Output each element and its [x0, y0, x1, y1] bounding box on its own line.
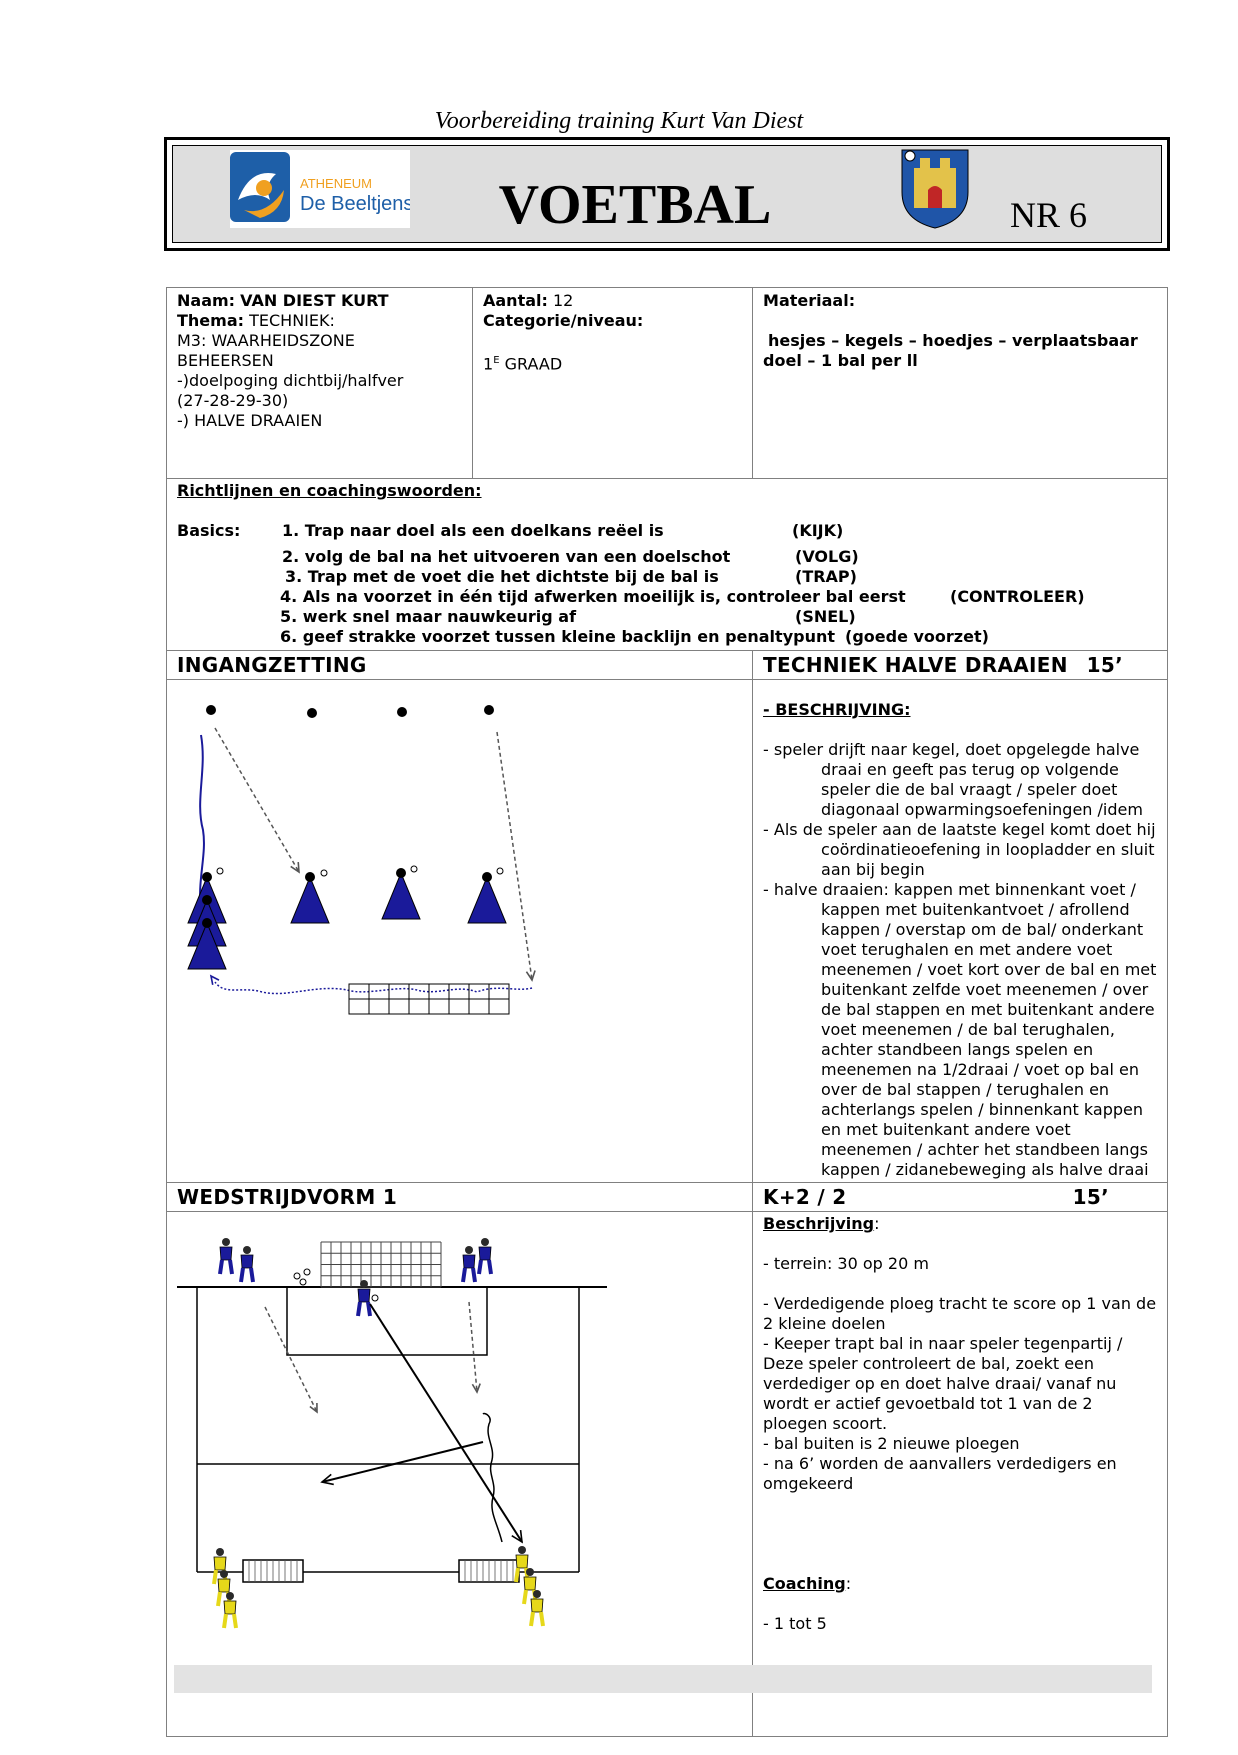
cone-top-icon — [202, 895, 212, 905]
small-goal-icon — [459, 1560, 519, 1582]
pass-arrow-icon — [322, 1442, 483, 1482]
city-crest-logo — [898, 146, 972, 230]
guidelines-row — [167, 479, 1168, 651]
document-heading: Voorbereiding training Kurt Van Diest — [434, 108, 804, 134]
section1-header-row — [167, 651, 1168, 680]
section2-left-header: WEDSTRIJDVORM 1 — [167, 1183, 753, 1212]
svg-text:De Beeltjens: De Beeltjens — [300, 193, 410, 215]
ball-icon — [294, 1273, 300, 1279]
player-legs-icon — [531, 1612, 543, 1626]
section2-description-cell: Beschrijving: - terrein: 30 op 20 m - Verdedigende ploeg tracht te score op 1 van de 2 kleine doelen - Keeper trapt bal in naar speler tegenpartij / Deze speler controleert de bal, zoekt een verdediger op en doet halve draai/ vanaf nu wordt er actief gevoetbald tot 1 van de 2 ploegen scoort. - bal buiten is 2 nieuwe ploegen - na 6’ worden de aanvallers verdedigers en omgekeerd Coaching: - 1 tot 5 — [753, 1212, 1168, 1737]
section2-diagram-cell — [167, 1212, 753, 1737]
cone-top-icon — [482, 872, 492, 882]
player-head-icon — [526, 1568, 534, 1576]
player-head-icon — [220, 1570, 228, 1578]
match-form-diagram — [167, 1212, 617, 1732]
arrow-head-icon — [512, 1530, 522, 1542]
description-line: - bal buiten is 2 nieuwe ploegen — [763, 1434, 1020, 1453]
basics-item: 3. Trap met de voet die het dichtste bij de bal is (TRAP) — [285, 567, 857, 586]
ball-icon — [217, 868, 223, 874]
player-body-icon — [224, 1601, 236, 1614]
description-line: - Keeper trapt bal in naar speler tegenpartij / Deze speler controleert de bal, zoekt een verdediger op en doet halve draai/ vanaf nu wordt er actief gevoetbald tot 1 van de 2 ploegen scoort. — [763, 1334, 1123, 1433]
ball-icon — [411, 866, 417, 872]
player-legs-icon — [463, 1268, 475, 1282]
cone-top-icon — [305, 872, 315, 882]
pass-arrow-icon — [497, 732, 532, 980]
warmup-drill-diagram — [167, 680, 617, 1122]
ball-icon — [497, 868, 503, 874]
player-body-icon — [220, 1247, 232, 1260]
kick-arrow-icon — [370, 1304, 522, 1542]
basics-item: 2. volg de bal na het uitvoeren van een doelschot (VOLG) — [282, 547, 859, 566]
big-goal-icon — [321, 1242, 441, 1287]
ball-icon — [300, 1279, 306, 1285]
player-head-icon — [243, 1246, 251, 1254]
player-head-icon — [533, 1590, 541, 1598]
player-body-icon — [214, 1557, 226, 1570]
pass-arrow-icon — [215, 728, 299, 872]
ball-icon — [304, 1269, 310, 1275]
cone-top-icon — [202, 918, 212, 928]
description-paragraph: - Als de speler aan de laatste kegel komt doet hij coördinatieoefening in loopladder en sluit aan bij begin — [763, 820, 1156, 879]
pass-arrow-icon — [469, 1302, 477, 1392]
start-marker-icon — [397, 707, 407, 717]
player-legs-icon — [241, 1268, 253, 1282]
section2-right-header: K+2 / 2 15’ — [753, 1183, 1168, 1212]
section1-right-header: TECHNIEK HALVE DRAAIEN 15’ — [753, 651, 1168, 680]
cone-icon — [382, 873, 420, 919]
section2-body-row — [167, 1212, 1168, 1737]
small-goal-icon — [243, 1560, 303, 1582]
section1-left-header: INGANGZETTING — [167, 651, 753, 680]
player-head-icon — [222, 1238, 230, 1246]
basics-item: 5. werk snel maar nauwkeurig af (SNEL) — [280, 607, 856, 626]
dribble-path-icon — [483, 1414, 502, 1542]
section1-diagram-cell — [167, 680, 753, 1183]
pass-arrow-icon — [265, 1307, 317, 1412]
description-line: - terrein: 30 op 20 m — [763, 1254, 929, 1273]
player-body-icon — [524, 1577, 536, 1590]
cone-icon — [291, 877, 329, 923]
page-title: VOETBAL — [498, 174, 772, 236]
penalty-area-icon — [287, 1287, 487, 1355]
materials-cell: Materiaal: hesjes – kegels – hoedjes – verplaatsbaar doel – 1 bal per ll — [753, 288, 1168, 479]
section2-header-row — [167, 1183, 1168, 1212]
svg-text:ATHENEUM: ATHENEUM — [300, 176, 372, 191]
player-head-icon — [360, 1280, 368, 1288]
basics-item: Basics: 1. Trap naar doel als een doelkans reëel is (KIJK) — [177, 521, 844, 540]
start-marker-icon — [206, 705, 216, 715]
cone-icon — [468, 877, 506, 923]
basics-item: 6. geef strakke voorzet tussen kleine backlijn en penaltypunt (goede voorzet) — [280, 627, 989, 646]
description-line: - Verdedigende ploeg tracht te score op 1 van de 2 kleine doelen — [763, 1294, 1157, 1333]
footer-bar — [174, 1665, 1152, 1693]
start-marker-icon — [484, 705, 494, 715]
player-head-icon — [465, 1246, 473, 1254]
ball-icon — [321, 870, 327, 876]
player-body-icon — [218, 1579, 230, 1592]
player-head-icon — [518, 1546, 526, 1554]
group-info-cell: Aantal: 12 Categorie/niveau: $1^E$ GRAAD — [473, 288, 753, 479]
training-sheet-table — [166, 287, 1168, 1737]
description-line: - na 6’ worden de aanvallers verdedigers en omgekeerd — [763, 1454, 1117, 1493]
player-body-icon — [479, 1247, 491, 1260]
player-head-icon — [226, 1592, 234, 1600]
player-body-icon — [241, 1255, 253, 1268]
description-title: - BESCHRIJVING: — [763, 700, 911, 719]
description-paragraph: - speler drijft naar kegel, doet opgelegde halve draai en geeft pas terug op volgende speler die de bal vraagt / speler doet diagonaal opwarmingsoefeningen /idem — [763, 740, 1143, 819]
player-body-icon — [463, 1255, 475, 1268]
arrow-head-icon — [211, 976, 219, 985]
player-legs-icon — [479, 1260, 491, 1274]
player-head-icon — [216, 1548, 224, 1556]
description-title: Beschrijving — [763, 1214, 875, 1233]
info-row — [167, 288, 1168, 479]
guidelines-title: Richtlijnen en coachingswoorden: — [177, 481, 482, 500]
player-head-icon — [481, 1238, 489, 1246]
player-body-icon — [531, 1599, 543, 1612]
start-marker-icon — [307, 708, 317, 718]
trainer-info-cell: Naam: VAN DIEST KURT Thema: TECHNIEK: M3: WAARHEIDSZONE BEHEERSEN -)doelpoging dichtbij/halfver (27-28-29-30) -) HALVE DRAAIEN — [167, 288, 473, 479]
sheet-number: NR 6 — [1010, 195, 1088, 235]
cone-top-icon — [396, 868, 406, 878]
player-legs-icon — [358, 1302, 370, 1316]
cone-top-icon — [202, 872, 212, 882]
basics-item: 4. Als na voorzet in één tijd afwerken moeilijk is, controleer bal eerst (CONTROLEER) — [280, 587, 1085, 606]
coaching-text: - 1 tot 5 — [763, 1614, 827, 1633]
section1-description-cell — [753, 680, 1168, 1183]
player-legs-icon — [224, 1614, 236, 1628]
school-logo — [230, 150, 410, 228]
guidelines-cell — [167, 479, 1168, 651]
player-body-icon — [516, 1555, 528, 1568]
player-body-icon — [358, 1289, 370, 1302]
ball-icon — [372, 1295, 378, 1301]
player-legs-icon — [220, 1260, 232, 1274]
description-paragraph: - halve draaien: kappen met binnenkant voet / kappen met buitenkantvoet / afrollend kappen / overstap om de bal/ onderkant voet terughalen en met andere voet meenemen / voet kort over de bal en met buitenkant zelfde voet meenemen / over de bal stappen en met buitenkant andere voet meenemen / de bal terughalen, achter standbeen langs spelen en meenemen na 1/2draai / voet op bal en over de bal stappen / terughalen en achterlangs spelen / binnenkant kappen en met buitenkant andere voet meenemen / achter het standbeen langs kappen / zidanebeweging als halve draai — [763, 880, 1157, 1179]
coaching-title: Coaching — [763, 1574, 846, 1593]
section1-body-row — [167, 680, 1168, 1183]
